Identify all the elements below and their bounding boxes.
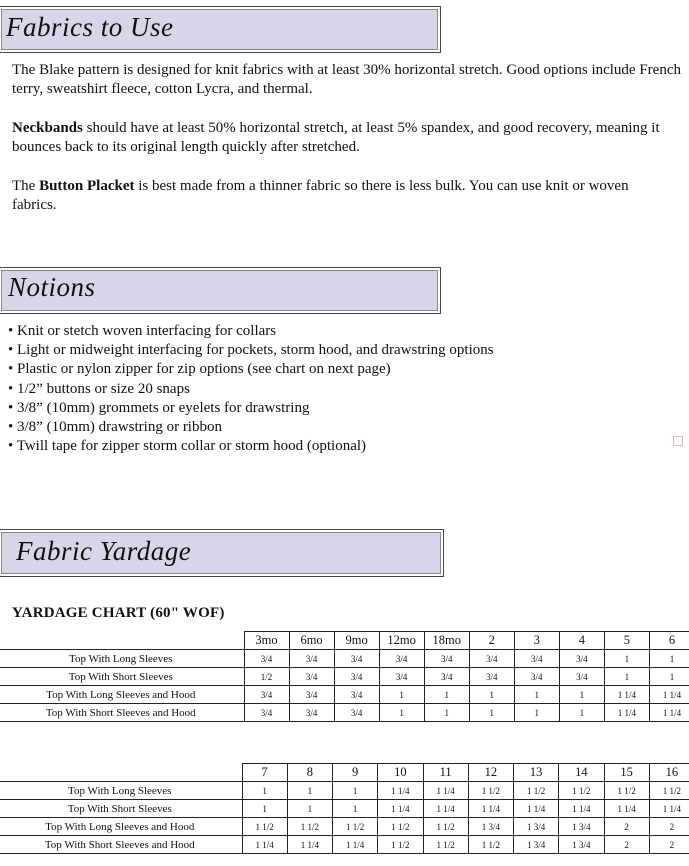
size-header-cell: 15: [604, 764, 649, 782]
table-header-row: [0, 632, 689, 650]
yardage-value-cell: 3/4: [289, 650, 334, 668]
yardage-value-cell: 1 1/2: [468, 836, 513, 854]
yardage-value-cell: 1: [379, 686, 424, 704]
table-row: [0, 800, 689, 818]
row-label-cell: Top With Long Sleeves: [0, 782, 242, 800]
yardage-value-cell: 3/4: [424, 668, 469, 686]
yardage-value-cell: 3/4: [289, 686, 334, 704]
yardage-value-cell: 1: [287, 782, 332, 800]
size-header-cell: 18mo: [424, 632, 469, 650]
size-header-cell: 9mo: [334, 632, 379, 650]
yardage-value-cell: 1 1/2: [559, 782, 604, 800]
yardage-value-cell: 1: [242, 800, 287, 818]
fabrics-paragraph-2: [12, 119, 689, 157]
yardage-value-cell: 1 1/4: [649, 686, 689, 704]
yardage-value-cell: 1 3/4: [559, 836, 604, 854]
yardage-value-cell: 1: [559, 686, 604, 704]
table-corner-cell: [0, 764, 242, 782]
table-row: [0, 650, 689, 668]
yardage-value-cell: 1: [333, 782, 378, 800]
yardage-value-cell: 1: [649, 650, 689, 668]
table-row: [0, 668, 689, 686]
size-header-cell: 10: [378, 764, 423, 782]
yardage-value-cell: 3/4: [334, 686, 379, 704]
size-header-cell: 7: [242, 764, 287, 782]
yardage-value-cell: 1 1/4: [514, 800, 559, 818]
yardage-value-cell: 1 1/2: [423, 836, 468, 854]
neckbands-text: should have at least 50% horizontal stretch, at least 5% spandex, and good recovery, meaning it bounces back to its original length quickly after stretched.: [12, 120, 660, 155]
button-placket-label: Button Placket: [39, 178, 135, 194]
placket-text: is best made from a thinner fabric so there is less bulk. You can use knit or woven fabrics.: [12, 178, 629, 213]
size-header-cell: 14: [559, 764, 604, 782]
yardage-value-cell: 3/4: [244, 650, 289, 668]
size-header-cell: 16: [649, 764, 689, 782]
table-row: [0, 782, 689, 800]
yardage-value-cell: 1 1/4: [333, 836, 378, 854]
yardage-value-cell: 3/4: [334, 704, 379, 722]
yardage-section-title: Fabric Yardage: [16, 536, 192, 566]
fabrics-paragraph-3: [12, 177, 672, 215]
yardage-value-cell: 1 1/4: [649, 704, 689, 722]
yardage-value-cell: 3/4: [559, 668, 604, 686]
yardage-value-cell: 2: [649, 836, 689, 854]
yardage-value-cell: 1 3/4: [514, 818, 559, 836]
yardage-value-cell: 3/4: [514, 650, 559, 668]
size-header-cell: 6mo: [289, 632, 334, 650]
notions-item: • 1/2” buttons or size 20 snaps: [8, 380, 494, 399]
notions-list: [8, 322, 494, 456]
notions-item: • 3/8” (10mm) drawstring or ribbon: [8, 418, 494, 437]
table-header-row: [0, 764, 689, 782]
table-row: [0, 818, 689, 836]
yardage-value-cell: 3/4: [244, 686, 289, 704]
yardage-value-cell: 1 1/4: [378, 782, 423, 800]
table-row: [0, 836, 689, 854]
yardage-value-cell: 1: [514, 704, 559, 722]
yardage-value-cell: 1 1/2: [378, 836, 423, 854]
yardage-value-cell: 1: [559, 704, 604, 722]
yardage-value-cell: 1 1/4: [604, 800, 649, 818]
size-header-cell: 3mo: [244, 632, 289, 650]
row-label-cell: Top With Long Sleeves and Hood: [0, 686, 244, 704]
notions-item: • Plastic or nylon zipper for zip options (see chart on next page): [8, 360, 494, 379]
yardage-value-cell: 1 1/4: [423, 800, 468, 818]
yardage-value-cell: 1: [514, 686, 559, 704]
yardage-value-cell: 1: [379, 704, 424, 722]
yardage-value-cell: 1: [287, 800, 332, 818]
yardage-table-1: [0, 631, 689, 722]
yardage-value-cell: 1 1/2: [242, 818, 287, 836]
anchor-marker-icon: [673, 436, 683, 446]
table-corner-cell: [0, 632, 244, 650]
fabrics-p1-text: The Blake pattern is designed for knit fabrics with at least 30% horizontal stretch. Good options include French terry, sweatshirt fleece, cotton Lycra, and thermal.: [12, 62, 681, 97]
size-header-cell: 8: [287, 764, 332, 782]
yardage-value-cell: 1: [604, 650, 649, 668]
yardage-value-cell: 3/4: [289, 668, 334, 686]
yardage-value-cell: 1 1/2: [468, 782, 513, 800]
yardage-value-cell: 1 1/4: [649, 800, 689, 818]
size-header-cell: 11: [423, 764, 468, 782]
yardage-table-2: [0, 763, 689, 854]
row-label-cell: Top With Long Sleeves and Hood: [0, 818, 242, 836]
yardage-value-cell: 1 1/4: [468, 800, 513, 818]
size-header-cell: 12mo: [379, 632, 424, 650]
row-label-cell: Top With Short Sleeves: [0, 668, 244, 686]
notions-section-title: Notions: [8, 272, 96, 302]
yardage-value-cell: 1: [469, 704, 514, 722]
yardage-value-cell: 3/4: [424, 650, 469, 668]
yardage-value-cell: 3/4: [469, 668, 514, 686]
size-header-cell: 3: [514, 632, 559, 650]
yardage-value-cell: 3/4: [244, 704, 289, 722]
yardage-value-cell: 1 1/4: [287, 836, 332, 854]
yardage-value-cell: 1 3/4: [468, 818, 513, 836]
size-header-cell: 4: [559, 632, 604, 650]
notions-item: • 3/8” (10mm) grommets or eyelets for drawstring: [8, 399, 494, 418]
yardage-value-cell: 3/4: [379, 650, 424, 668]
fabrics-paragraph-1: [12, 61, 689, 99]
yardage-value-cell: 3/4: [334, 668, 379, 686]
yardage-value-cell: 2: [604, 818, 649, 836]
yardage-value-cell: 1 1/2: [287, 818, 332, 836]
row-label-cell: Top With Short Sleeves and Hood: [0, 704, 244, 722]
size-header-cell: 12: [468, 764, 513, 782]
size-header-cell: 2: [469, 632, 514, 650]
row-label-cell: Top With Short Sleeves: [0, 800, 242, 818]
size-header-cell: 6: [649, 632, 689, 650]
yardage-value-cell: 1: [424, 704, 469, 722]
yardage-value-cell: 1 3/4: [514, 836, 559, 854]
yardage-value-cell: 1: [424, 686, 469, 704]
yardage-value-cell: 1/2: [244, 668, 289, 686]
yardage-value-cell: 1: [604, 668, 649, 686]
yardage-value-cell: 1 1/4: [378, 800, 423, 818]
notions-item: • Knit or stetch woven interfacing for collars: [8, 322, 494, 341]
yardage-value-cell: 1 1/4: [242, 836, 287, 854]
fabrics-section-title: Fabrics to Use: [6, 12, 174, 42]
yardage-value-cell: 1 1/2: [604, 782, 649, 800]
yardage-value-cell: 1: [242, 782, 287, 800]
placket-intro: The: [12, 178, 40, 194]
yardage-value-cell: 1 1/4: [423, 782, 468, 800]
size-header-cell: 9: [333, 764, 378, 782]
yardage-value-cell: 1 1/2: [423, 818, 468, 836]
row-label-cell: Top With Short Sleeves and Hood: [0, 836, 242, 854]
yardage-value-cell: 1 1/4: [604, 704, 649, 722]
yardage-value-cell: 3/4: [334, 650, 379, 668]
yardage-value-cell: 1 1/4: [559, 800, 604, 818]
size-header-cell: 5: [604, 632, 649, 650]
size-header-cell: 13: [514, 764, 559, 782]
yardage-value-cell: 2: [604, 836, 649, 854]
table-row: [0, 704, 689, 722]
notions-item: • Twill tape for zipper storm collar or storm hood (optional): [8, 437, 494, 456]
yardage-value-cell: 3/4: [559, 650, 604, 668]
yardage-value-cell: 3/4: [379, 668, 424, 686]
notions-item: • Light or midweight interfacing for pockets, storm hood, and drawstring options: [8, 341, 494, 360]
yardage-value-cell: 1 1/2: [378, 818, 423, 836]
yardage-value-cell: 2: [649, 818, 689, 836]
table-row: [0, 686, 689, 704]
yardage-value-cell: 1 1/2: [649, 782, 689, 800]
row-label-cell: Top With Long Sleeves: [0, 650, 244, 668]
yardage-value-cell: 3/4: [514, 668, 559, 686]
yardage-value-cell: 1 1/2: [333, 818, 378, 836]
yardage-value-cell: 1: [649, 668, 689, 686]
yardage-value-cell: 1: [469, 686, 514, 704]
yardage-value-cell: 3/4: [469, 650, 514, 668]
yardage-value-cell: 1 1/4: [604, 686, 649, 704]
yardage-value-cell: 1 3/4: [559, 818, 604, 836]
yardage-value-cell: 1: [333, 800, 378, 818]
yardage-value-cell: 3/4: [289, 704, 334, 722]
neckbands-label: Neckbands: [12, 120, 83, 136]
yardage-value-cell: 1 1/2: [514, 782, 559, 800]
yardage-chart-title: YARDAGE CHART (60" WOF): [12, 605, 225, 621]
